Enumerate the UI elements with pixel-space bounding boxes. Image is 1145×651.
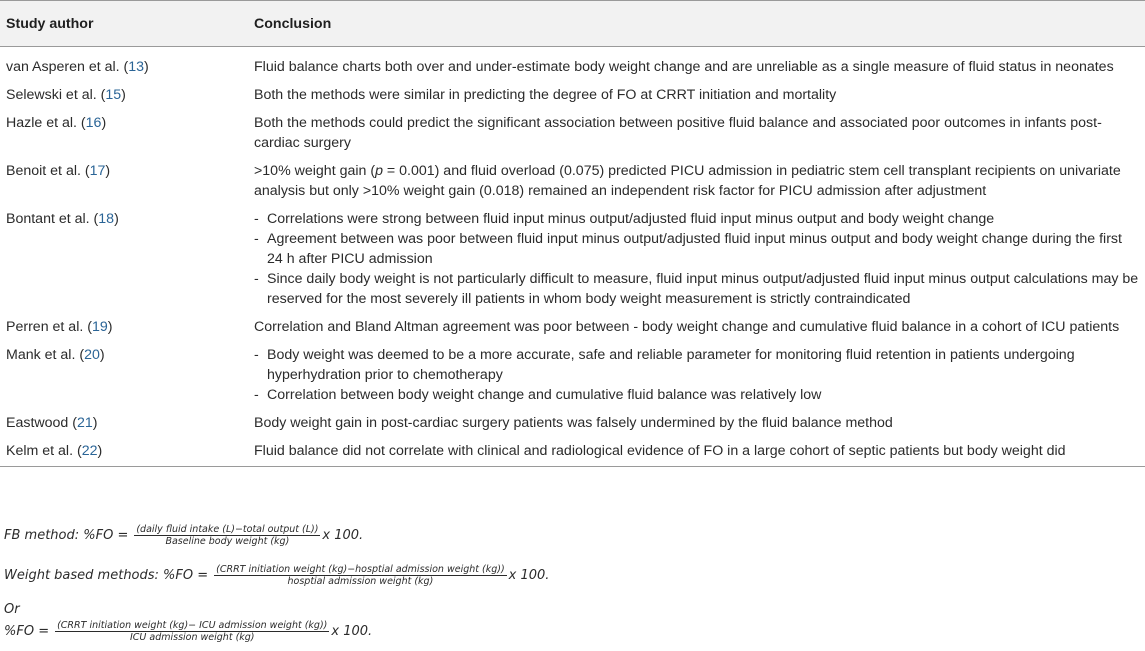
conclusion-cell: Both the methods were similar in predicting the degree of FO at CRRT initiation and mortality [254, 87, 837, 103]
conclusion-cell: Correlation and Bland Altman agreement was poor between - body weight change and cumulative fluid balance in a cohort of ICU patients [254, 319, 1120, 335]
list-item: - Body weight was deemed to be a more accurate, safe and reliable parameter for monitoring fluid retention in patients undergoing hyperhydration prior to chemotherapy [254, 345, 1139, 385]
reference-link[interactable]: 20 [84, 347, 100, 363]
reference-link[interactable]: 18 [98, 211, 115, 227]
conclusion-text-part: >10% weight gain ( [254, 163, 376, 179]
conclusion-cell: Both the methods could predict the significant association between positive fluid balance and associated poor outcomes in infants post-cardiac surgery [254, 115, 1102, 151]
icu-method-formula [4, 618, 1134, 644]
or-label: Or [4, 602, 20, 617]
author-name: Kelm et al. [6, 443, 74, 459]
table-row [0, 313, 1145, 341]
author-name: van Asperen et al. [6, 59, 120, 75]
list-item: - Since daily body weight is not particularly difficult to measure, fluid input minus output/adjusted fluid input minus output calculations may be reserved for the most severely ill patients in whom body weight measurement is strictly contraindicated [254, 269, 1139, 309]
reference-link[interactable]: 13 [128, 59, 145, 75]
table-row [0, 409, 1145, 437]
author-cell: Bontant et al. (18) [6, 211, 119, 227]
author-name: Selewski et al. [6, 87, 97, 103]
table-header-row [0, 1, 1145, 47]
table-footnote-formulas [4, 522, 1134, 644]
list-item: - Correlation between body weight change and cumulative fluid balance was relatively low [254, 385, 1139, 405]
header-conclusion: Conclusion [248, 1, 1145, 47]
table-row [0, 341, 1145, 409]
header-study-author: Study author [0, 1, 248, 47]
formula-prefix: %FO = [4, 623, 50, 639]
formula-denominator: Baseline body weight (kg) [165, 535, 290, 547]
weight-method-formula [4, 562, 1134, 588]
conclusion-cell: Fluid balance did not correlate with clinical and radiological evidence of FO in a large cohort of septic patients but body weight did [248, 437, 1145, 467]
author-cell: Benoit et al. (17) [6, 163, 111, 179]
formula-fraction [55, 620, 329, 643]
table-row [0, 47, 1145, 82]
formula-fraction [214, 564, 507, 587]
conclusion-cell [248, 341, 1145, 409]
formula-suffix: x 100. [322, 527, 364, 543]
author-cell: Hazle et al. (16) [6, 115, 107, 131]
conclusion-cell [248, 157, 1145, 205]
conclusion-cell [248, 205, 1145, 313]
author-cell: Selewski et al. (15) [6, 87, 126, 103]
fb-method-formula [4, 522, 1134, 548]
reference-link[interactable]: 22 [81, 443, 98, 459]
formula-suffix: x 100. [331, 623, 373, 639]
author-name: Mank et al. [6, 347, 76, 363]
conclusion-text-part: = 0.001) and fluid overload (0.075) predicted PICU admission in pediatric stem cell transplant recipients on univariate analysis but only >10% weight gain (0.018) remained an independent risk factor for PICU admission after adjustment [254, 163, 1121, 199]
table-row [0, 205, 1145, 313]
formula-denominator: hosptial admission weight (kg) [287, 575, 434, 587]
author-name: Eastwood [6, 415, 69, 431]
conclusion-cell: Body weight gain in post-cardiac surgery patients was falsely undermined by the fluid balance method [254, 415, 893, 431]
author-cell: Mank et al. (20) [6, 347, 105, 363]
reference-link[interactable]: 15 [105, 87, 122, 103]
conclusion-bullet-list [254, 209, 1139, 309]
formula-prefix: FB method: %FO = [4, 527, 129, 543]
reference-link[interactable]: 21 [76, 415, 93, 431]
formula-suffix: x 100. [508, 567, 550, 583]
author-name: Benoit et al. [6, 163, 81, 179]
author-cell: Eastwood (21) [6, 415, 98, 431]
reference-link[interactable]: 19 [91, 319, 108, 335]
conclusion-bullet-list [254, 345, 1139, 405]
p-value-symbol: p [375, 163, 383, 179]
table-row [0, 437, 1145, 467]
author-name: Bontant et al. [6, 211, 90, 227]
author-cell: van Asperen et al. (13) [6, 59, 149, 75]
table-row [0, 109, 1145, 157]
author-name: Hazle et al. [6, 115, 77, 131]
formula-numerator: (CRRT initiation weight (kg)−hosptial admission weight (kg)) [216, 563, 505, 575]
conclusion-cell: Fluid balance charts both over and under-estimate body weight change and are unreliable as a single measure of fluid status in neonates [254, 59, 1114, 75]
formula-denominator: ICU admission weight (kg) [129, 631, 255, 643]
formula-numerator: (daily fluid intake (L)−total output (L)) [136, 523, 319, 535]
formula-numerator: (CRRT initiation weight (kg)− ICU admission weight (kg)) [57, 619, 328, 631]
table-row [0, 81, 1145, 109]
reference-link[interactable]: 17 [89, 163, 106, 179]
reference-link[interactable]: 16 [85, 115, 102, 131]
author-name: Perren et al. [6, 319, 84, 335]
author-cell: Perren et al. (19) [6, 319, 113, 335]
table-row [0, 157, 1145, 205]
formula-prefix: Weight based methods: %FO = [4, 567, 209, 583]
list-item: - Correlations were strong between fluid input minus output/adjusted fluid input minus output and body weight change [254, 209, 1139, 229]
list-item: - Agreement between was poor between fluid input minus output/adjusted fluid input minus output and body weight change during the first 24 h after PICU admission [254, 229, 1139, 269]
formula-fraction [134, 524, 320, 547]
author-cell: Kelm et al. (22) [0, 437, 248, 467]
